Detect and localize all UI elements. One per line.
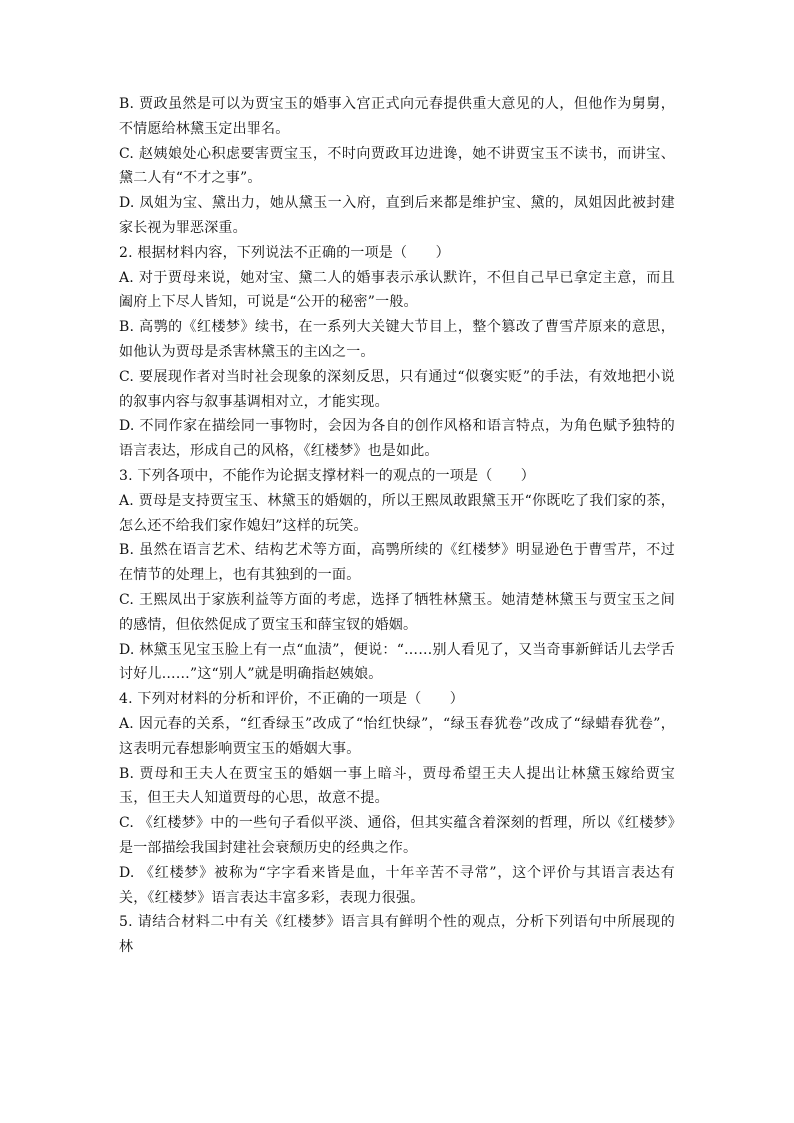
option-b-q3: B. 虽然在语言艺术、结构艺术等方面，高鹗所续的《红楼梦》明显逊色于曹雪芹，不过在情节的处理上，也有其独到的一面。 — [119, 542, 675, 584]
option-c-q4: C. 《红楼梦》中的一些句子看似平淡、通俗，但其实蕴含着深刻的哲理，所以《红楼梦》是一部描绘我国封建社会衰颓历史的经典之作。 — [119, 815, 675, 856]
option-d-q2: D. 不同作家在描绘同一事物时，会因为各自的创作风格和语言特点，为角色赋予独特的语言表达，形成自己的风格，《红楼梦》也是如此。 — [119, 418, 675, 460]
option-a-q2: A. 对于贾母来说，她对宝、黛二人的婚事表示承认默许，不但自己早已拿定主意，而且阖府上下尽人皆知，可说是“公开的秘密”一般。 — [119, 269, 675, 311]
question-4-stem: 4. 下列对材料的分析和评价，不正确的一项是（ ） — [119, 691, 465, 708]
option-a-q3: A. 贾母是支持贾宝玉、林黛玉的婚姻的，所以王熙凤敢跟黛玉开“你既吃了我们家的茶，怎么还不给我们家作媳妇”这样的玩笑。 — [119, 492, 675, 534]
option-b-q1: B. 贾政虽然是可以为贾宝玉的婚事入宫正式向元春提供重大意见的人，但他作为舅舅，不情愿给林黛玉定出罪名。 — [119, 96, 675, 137]
option-b-q2: B. 高鹗的《红楼梦》续书，在一系列大关键大节目上，整个篡改了曹雪芹原来的意思，如他认为贾母是杀害林黛玉的主凶之一。 — [119, 319, 675, 360]
option-c-q2: C. 要展现作者对当时社会现象的深刻反思，只有通过“似褒实贬”的手法，有效地把小说的叙事内容与叙事基调相对立，才能实现。 — [119, 368, 675, 410]
option-a-q4: A. 因元春的关系，“红香绿玉”改成了“怡红快绿”，“绿玉春犹卷”改成了“绿蜡春犹卷”，这表明元春想影响贾宝玉的婚姻大事。 — [119, 715, 675, 757]
question-3-stem: 3. 下列各项中，不能作为论据支撑材料一的观点的一项是（ ） — [119, 467, 536, 484]
option-d-q4: D. 《红楼梦》被称为“字字看来皆是血，十年辛苦不寻常”，这个评价与其语言表达有关，《红楼梦》语言表达丰富多彩，表现力很强。 — [119, 864, 675, 906]
document-page — [119, 92, 675, 960]
option-b-q4: B. 贾母和王夫人在贾宝玉的婚姻一事上暗斗，贾母希望王夫人提出让林黛玉嫁给贾宝玉，但王夫人知道贾母的心思，故意不提。 — [119, 765, 675, 807]
option-c-q1: C. 赵姨娘处心积虑要害贾宝玉，不时向贾政耳边进谗，她不讲贾宝玉不读书，而讲宝、黛二人有“不才之事”。 — [119, 145, 675, 187]
option-d-q1: D. 凤姐为宝、黛出力，她从黛玉一入府，直到后来都是维护宝、黛的，凤姐因此被封建家长视为罪恶深重。 — [119, 195, 675, 236]
question-2-stem: 2. 根据材料内容，下列说法不正确的一项是（ ） — [119, 244, 450, 261]
question-5-stem: 5. 请结合材料二中有关《红楼梦》语言具有鲜明个性的观点，分析下列语句中所展现的林 — [119, 914, 675, 956]
option-d-q3: D. 林黛玉见宝玉脸上有一点“血渍”，便说：“……别人看见了，又当奇事新鲜话儿去学舌讨好儿……”这“别人”就是明确指赵姨娘。 — [119, 641, 675, 683]
option-c-q3: C. 王熙凤出于家族利益等方面的考虑，选择了牺牲林黛玉。她清楚林黛玉与贾宝玉之间的感情，但依然促成了贾宝玉和薛宝钗的婚姻。 — [119, 591, 675, 633]
